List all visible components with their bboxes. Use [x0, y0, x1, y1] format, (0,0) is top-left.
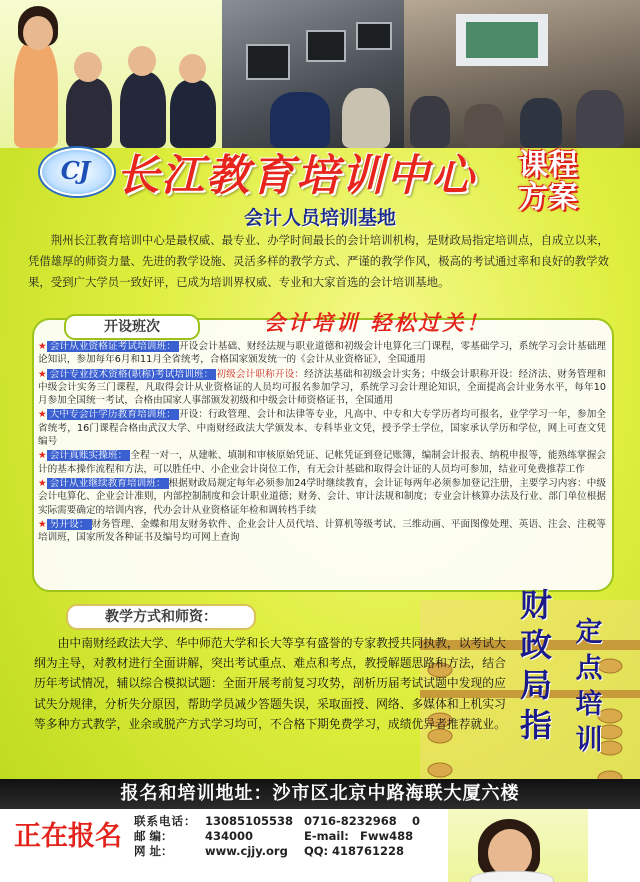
student-face — [74, 52, 102, 82]
qq-label: QQ: — [304, 844, 329, 858]
course-tag: 大中专会计学历教育培训班： — [47, 409, 179, 420]
student-face — [23, 16, 53, 50]
phone-number[interactable]: 0716-8232968 — [304, 814, 397, 828]
course-title: 初级会计职称开设： — [216, 368, 305, 380]
plan-label-bottom: 方案 — [518, 180, 578, 215]
classroom-photo — [404, 0, 640, 148]
star-icon: ★ — [38, 450, 47, 462]
star-icon: ★ — [38, 518, 47, 530]
website-label: 网 址： — [134, 844, 173, 858]
course-tag: 会计专业技术资格(职称)考试培训班： — [47, 369, 217, 380]
computer-lab-photo — [222, 0, 404, 148]
course-text: 开设：行政管理、会计和法律等专业，凡高中、中专和大专学历者均可报名，业学学习一年，参加全省统考，16门课程合格由武汉大学、中南财经政法大学颁发本、专科毕业文凭，授予学士学位，国家承认学历和学位，网上可查文凭编号 — [38, 409, 607, 448]
course-item — [38, 408, 606, 448]
star-icon: ★ — [38, 368, 47, 380]
plan-label-top: 课程 — [518, 148, 578, 183]
page-title: 长江教育培训中心 — [116, 151, 476, 201]
postcode-value: 434000 — [205, 829, 254, 843]
course-item — [38, 518, 606, 545]
computer-monitor — [306, 30, 346, 62]
teaching-section-tab: 教学方式和师资： — [66, 604, 256, 630]
star-icon: ★ — [38, 409, 47, 421]
email-link[interactable]: Fww488 — [360, 829, 414, 843]
star-icon: ★ — [38, 477, 47, 489]
course-tag: 另开设： — [47, 519, 92, 530]
phone-number[interactable]: 0 — [412, 814, 421, 828]
course-text: 经济法基础和初级会计实务；中级会计职称开设：经济法、财务管理和中级会计实务三门课程，凡取得会计从业资格证的人员均可报名参加学习，系统学习会计理论知识，全面提高会计业务水平，每年10月参加全国统一考试，合格由国家人事部颁发初级和中级会计师资格证书，全国通用 — [38, 368, 606, 407]
computer-monitor — [246, 44, 290, 80]
course-item — [38, 477, 606, 517]
star-icon: ★ — [38, 341, 47, 352]
students-photo — [0, 0, 222, 148]
course-text: 财务管理、金蝶和用友财务软件、企业会计人员代培、计算机等级考试、三维动画、平面图像处理、英语、注会、注税等培训班，国家所发各种证书及编号均可网上查询 — [38, 518, 607, 544]
qq-number[interactable]: 418761228 — [332, 844, 405, 858]
student-figure — [170, 80, 216, 148]
computer-monitor — [356, 22, 392, 50]
course-item — [38, 368, 606, 408]
subtitle: 会计人员培训基地 — [243, 207, 396, 229]
student-figure — [270, 92, 330, 148]
student-face — [128, 46, 156, 76]
audience-figure — [410, 96, 450, 148]
enroll-now-badge: 正在报名 — [14, 821, 122, 852]
designated-label-left: 财政局指 — [519, 586, 552, 744]
course-item — [38, 449, 606, 476]
address-text: 报名和培训地址：沙市区北京中路海联大厦六楼 — [120, 783, 520, 804]
phone-label: 联系电话： — [134, 814, 197, 828]
course-tag: 会计从业资格证考试培训班： — [47, 341, 179, 352]
course-item — [38, 340, 606, 367]
course-section-tab: 开设班次 — [64, 314, 200, 340]
intro-paragraph: 荆州长江教育培训中心是最权威、最专业、办学时间最长的会计培训机构，是财政局指定培训点，自成立以来，凭借雄厚的师资力量、先进的教学设施、灵活多样的教学方式、严谨的教学作风，极高的考试通过率和良好的教学效果，受到广大学员一致好评，已成为培训界权威、专业和大家首选的会计培训基地。 — [28, 233, 609, 289]
portrait-shoulders — [470, 871, 554, 882]
postcode-label: 邮 编： — [134, 829, 173, 843]
slogan: 会计培训 轻松过关！ — [264, 310, 491, 335]
portrait-face — [488, 829, 532, 877]
course-text: 根据财政局规定每年必须参加24学时继续教育，会计证每两年必须参加登记注册，主要学习内容：中级会计电算化、企业会计准则，内部控制制度和会计职业道德；财务、会计、审计法规和制度；专业会计核算办法及行业、部门单位根据实际需要确定的培训内容，代办会计从业资格证年检和调转档手续 — [38, 477, 606, 516]
teaching-paragraph: 由中南财经政法大学、华中师范大学和长大等享有盛誉的专家教授共同执教，以考试大纲为主导，对教材进行全面讲解，突出考试重点、难点和考点，教授解题思路和方法，结合历年考试情况，辅以综合模拟试题：全面开展考前复习攻势，剖析历届考试试题中发现的应试失分规律，分析失分原因，帮助学员减少答题失误，采取面授、网络、多媒体和上机实习等多种方式教学，业余或脱产方式学习均可，不合格下期免费学习，成绩优异者推荐就业。 — [34, 636, 506, 731]
phone-number[interactable]: 13085105538 — [205, 814, 294, 828]
student-portrait-photo — [448, 809, 588, 882]
website-link[interactable]: www.cjjy.org — [205, 844, 288, 858]
course-tag: 会计真账实操班： — [47, 450, 131, 461]
course-text: 开设会计基础、财经法规与职业道德和初级会计电算化三门课程，零基础学习，系统学习会计基础理论知识，参加每年6月和11月全省统考，合格国家颁发统一的《会计从业资格证》，全国通用 — [38, 341, 607, 366]
logo-text: CJ — [60, 156, 90, 185]
email-label: E-mail: — [304, 829, 349, 843]
student-face — [179, 54, 206, 83]
course-tag: 会计从业继续教育培训班： — [47, 478, 169, 489]
audience-figure — [576, 90, 624, 148]
student-figure — [66, 78, 112, 148]
projector-image — [466, 22, 538, 58]
student-figure — [120, 72, 166, 148]
course-text: 全程一对一，从建帐、填制和审核原始凭证、记帐凭证到登记账簿，编制会计报表、纳税申报等，能熟练掌握会计的基本操作流程和方法，可以胜任中、小企业会计岗位工作，有无会计基础和取得会计证的人员均可参加，结业可免费推荐工作 — [38, 450, 606, 475]
student-figure — [14, 40, 58, 148]
student-figure — [342, 88, 390, 148]
course-list — [38, 340, 606, 545]
designated-label-right: 定点培训 — [575, 617, 603, 756]
